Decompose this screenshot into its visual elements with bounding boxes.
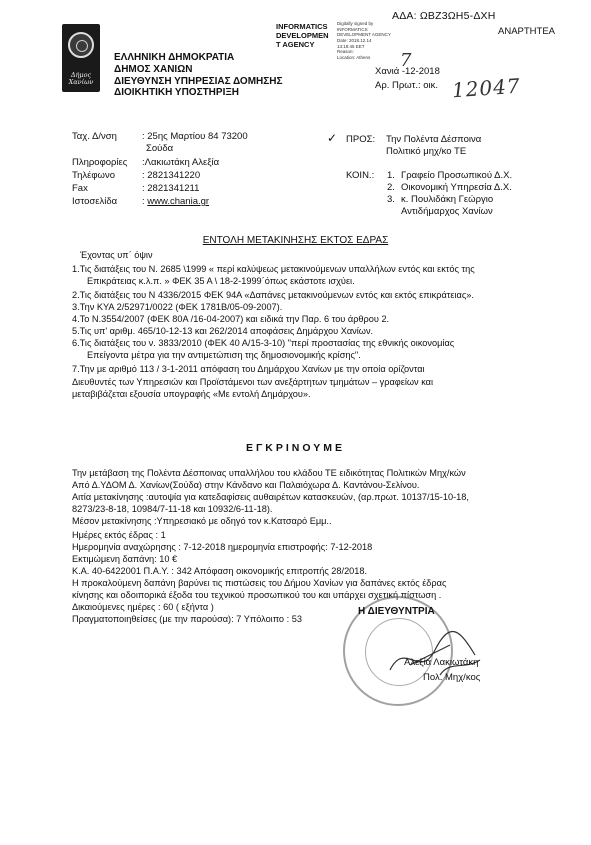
detail-line: 8273/23-8-18, 10984/7-11-18 και 10932/6-11-18).	[72, 504, 273, 514]
digital-signature-detail: INFORMATICS	[337, 26, 368, 32]
consideration-7-line1: 7.Την με αριθμό 113 / 3-1-2011 απόφαση του Δημάρχου Χανίων με την οποία ορίζονται	[72, 364, 425, 374]
cc-row	[346, 206, 512, 218]
cc-text: Αντιδήμαρχος Χανίων	[401, 205, 493, 217]
web-label: Ιστοσελίδα	[72, 196, 118, 207]
header-line: ΔΗΜΟΣ ΧΑΝΙΩΝ	[114, 63, 193, 75]
seal-icon	[68, 32, 94, 58]
contact-info	[72, 157, 219, 169]
check-mark-icon: ✓	[327, 131, 338, 145]
cc-num: 1.	[387, 170, 395, 181]
web-link[interactable]: www.chania.gr	[147, 196, 210, 207]
digital-signature-detail: Reason:	[337, 49, 354, 55]
cc-row	[346, 194, 512, 206]
consideration-5: 5.Τις υπ' αριθμ. 465/10-12-13 και 262/2014 αποφάσεις Δημάρχου Χανίων.	[72, 326, 374, 336]
detail-line: Εκτιμώμενη δαπάνη: 10 €	[72, 554, 178, 564]
consideration-4: 4.Το Ν.3554/2007 (ΦΕΚ 80Α /16-04-2007) και ειδικά την Παρ. 6 του άρθρου 2.	[72, 314, 390, 324]
place-date: Χανιά -12-2018	[375, 66, 440, 77]
consideration-6-line1: 6.Τις διατάξεις του ν. 3833/2010 (ΦΕΚ 40 Α/15-3-10) "περί προστασίας της εθνικής οικονομίας	[72, 338, 455, 348]
detail-line: Την μετάβαση της Πολέντα Δέσποινας υπαλλήλου του κλάδου ΤΕ ειδικότητας Πολιτικών Μηχ/κών	[72, 468, 466, 478]
contact-phone	[72, 170, 200, 182]
signatory-name: Αλεξία Λακιωτάκη	[404, 657, 479, 668]
ada-code: ΑΔΑ: ΩΒΖ3ΩΗ5-ΔΧΗ	[392, 10, 496, 22]
detail-line: Κ.Α. 40-6422001 Π.Α.Υ. : 342 Απόφαση οικονομικής επιτροπής 28/2018.	[72, 566, 368, 576]
cc-row	[346, 182, 512, 194]
info-label: Πληροφορίες	[72, 157, 128, 168]
info-value: :Λακιωτάκη Αλεξία	[142, 157, 220, 168]
cc-text: Γραφείο Προσωπικού Δ.Χ.	[401, 170, 513, 181]
address-value: : 25ης Μαρτίου 84 73200	[142, 131, 248, 142]
digital-signature-org	[276, 22, 329, 49]
detail-line: Δικαιούμενες ημέρες : 60 ( εξήντα )	[72, 602, 214, 612]
intro-text: Έχοντας υπ΄ όψιν	[80, 250, 153, 260]
protocol-label: Αρ. Πρωτ.: οικ.	[375, 80, 439, 91]
signatory-role: Πολ. Μηχ/κος	[423, 672, 481, 683]
digital-signature-detail: Date: 2018.12.14	[337, 37, 372, 43]
recipient-role: Πολιτικό μηχ/κο ΤΕ	[386, 145, 467, 157]
digital-signature-line: INFORMATICS	[276, 22, 328, 31]
cc-text: κ. Πουλιδάκη Γεώργιο	[401, 193, 494, 205]
digital-signature-line: T AGENCY	[276, 40, 315, 49]
detail-line: Πραγματοποιηθείσες (με την παρούσα): 7 Υπόλοιπο : 53	[72, 614, 302, 624]
digital-signature-detail: 13:19:45 EET	[337, 43, 365, 49]
contact-address	[72, 131, 248, 143]
contact-web	[72, 196, 209, 208]
cc-block	[346, 170, 512, 218]
detail-line: Αιτία μετακίνησης :αυτοψία για κατεδαφίσεις αυθαιρέτων κατασκευών, (αρ.πρωτ. 10137/15-10-18,	[72, 492, 469, 502]
consideration-7-line2: Διευθυντές των Υπηρεσιών και Προϊστάμενοι των ανεξάρτητων τμημάτων – γραφείων και	[72, 377, 434, 387]
contact-fax	[72, 183, 199, 195]
header-line: ΕΛΛΗΝΙΚΗ ΔΗΜΟΚΡΑΤΙΑ	[114, 52, 235, 63]
web-prefix: :	[142, 196, 148, 207]
consideration-3: 3.Την ΚΥΑ 2/52971/0022 (ΦΕΚ 1781Β/05-09-2007).	[72, 302, 283, 312]
document-title: ΕΝΤΟΛΗ ΜΕΤΑΚΙΝΗΣΗΣ ΕΚΤΟΣ ΕΔΡΑΣ	[202, 235, 389, 246]
detail-line: Ημερομηνία αναχώρησης : 7-12-2018 ημερομηνία επιστροφής: 7-12-2018	[72, 542, 373, 552]
header-line: ΔΙΟΙΚΗΤΙΚΗ ΥΠΟΣΤΗΡΙΞΗ	[114, 87, 239, 99]
address-label: Ταχ. Δ/νση	[72, 131, 117, 142]
organization-header	[114, 52, 282, 99]
header-line: ΔΙΕΥΘΥΝΣΗ ΥΠΗΡΕΣΙΑΣ ΔΟΜΗΣΗΣ	[114, 75, 283, 87]
detail-line: Η προκαλούμενη δαπάνη βαρύνει τις πιστώσεις του Δήμου Χανίων για δαπάνες εκτός έδρας	[72, 578, 447, 588]
consideration-7-line3: μεταβιβάζεται εξουσία υπογραφής «Με εντολή Δημάρχου».	[72, 389, 311, 399]
digital-signature-detail: Digitally signed by	[337, 21, 374, 26]
contact-city: Σούδα	[146, 143, 174, 154]
consideration-2: 2.Τις διατάξεις του Ν 4336/2015 ΦΕΚ 94Α «Δαπάνες μετακινούμενων εντός και εκτός επικράτειας».	[72, 290, 474, 300]
cc-num: 3.	[387, 193, 395, 205]
cc-text: Οικονομική Υπηρεσία Δ.Χ.	[401, 181, 512, 193]
cc-row	[346, 170, 512, 182]
fax-value: : 2821341211	[142, 183, 200, 194]
recipient-label: ΠΡΟΣ:	[346, 134, 376, 145]
cc-label: ΚΟΙΝ.:	[346, 170, 375, 181]
detail-line: κίνησης και οδοιπορικά έξοδα του τεχνικού προσωπικού του και υπάρχει σχετική πίστωση .	[72, 590, 442, 600]
detail-line: Από Δ.ΥΔΟΜ Δ. Χανίων(Σούδα) στην Κάνδανο και Παλαιόχωρα Δ. Καντάνου-Σελίνου.	[72, 480, 420, 490]
digital-signature-detail: DEVELOPMENT AGENCY	[337, 32, 391, 38]
digital-signature-detail: Location: Athens	[337, 54, 371, 60]
detail-line: Μέσον μετακίνησης :Υπηρεσιακό με οδηγό τον κ.Κατσαρό Εμμ..	[72, 516, 332, 526]
phone-label: Τηλέφωνο	[72, 170, 115, 181]
recipient-name: Την Πολέντα Δέσποινα	[386, 134, 482, 145]
logo-text: Δήμος Χανίων	[68, 70, 94, 86]
cc-num: 2.	[387, 181, 395, 193]
fax-label: Fax	[72, 183, 88, 194]
consideration-1-line2: Επικράτειας κ.λ.π. » ΦΕΚ 35 Α \ 18-2-1999΄όπως εκάστοτε ισχύει.	[87, 276, 355, 286]
handwritten-protocol-number: 12047	[451, 73, 522, 103]
consideration-1-line1: 1.Τις διατάξεις του Ν. 2685 \1999 « περί καλύψεως μετακινούμενων υπαλλήλων εντός και εκτός της	[72, 264, 475, 274]
digital-signature-line: DEVELOPMEN	[276, 31, 329, 40]
posted-label: ΑΝΑΡΤΗΤΕΑ	[498, 26, 556, 37]
approve-heading: ΕΓΚΡΙΝΟΥΜΕ	[245, 442, 346, 454]
phone-value: : 2821341220	[142, 170, 201, 181]
digital-signature-details	[337, 21, 397, 60]
recipient-block	[346, 134, 481, 158]
handwritten-day: 7	[400, 50, 412, 71]
consideration-6-line2: Επείγοντα μέτρα για την αντιμετώπιση της δημοσιονομικής κρίσης".	[87, 350, 361, 360]
signature-title: Η ΔΙΕΥΘΥΝΤΡΙΑ	[358, 606, 435, 617]
municipality-logo	[62, 24, 100, 92]
detail-line: Ημέρες εκτός έδρας : 1	[72, 530, 166, 540]
